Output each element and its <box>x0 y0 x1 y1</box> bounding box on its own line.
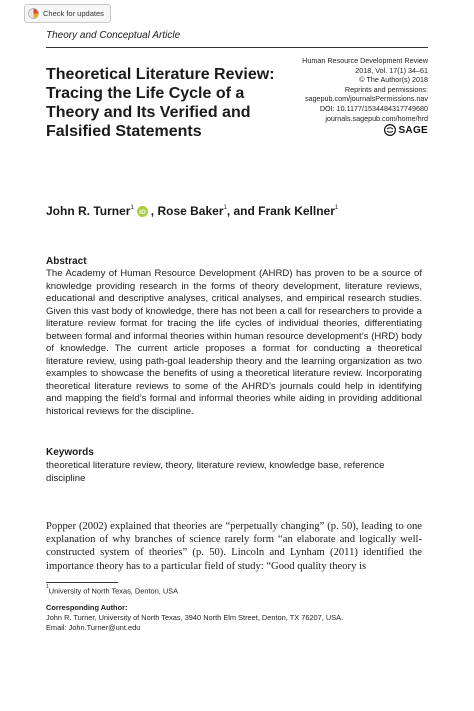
author-affil-sup: 1 <box>130 205 134 211</box>
journal-info-line: © The Author(s) 2018 <box>359 75 428 85</box>
author-name: , Rose Baker <box>150 204 224 218</box>
orcid-icon[interactable] <box>137 206 148 217</box>
sage-logo-text: SAGE <box>398 124 428 136</box>
affiliation-footnote <box>46 586 178 595</box>
author-affil-sup: 1 <box>223 205 227 211</box>
affiliation-text: University of North Texas, Denton, USA <box>48 586 179 596</box>
footnote-rule <box>46 582 118 583</box>
keywords-heading: Keywords <box>46 447 94 458</box>
corresponding-author-details <box>46 613 343 632</box>
check-for-updates-badge[interactable] <box>24 4 111 23</box>
body-paragraph: Popper (2002) explained that theories are “perpetually changing” (p. 50), leading to one explanation of why branches of science rarely form “an elaborate and logically well-constructed system of theories” (p. 50). Lincoln and Lynham (2011) identified the importance theory has to a particular field of study: “Good quality theory is <box>46 521 422 572</box>
corresponding-author-address: John R. Turner, University of North Texas, 3940 North Elm Street, Denton, TX 76207, USA. <box>46 613 344 622</box>
abstract-heading: Abstract <box>46 256 87 267</box>
paper-title: Theoretical Literature Review: Tracing the Life Cycle of a Theory and Its Verified and Falsified Statements <box>46 66 275 140</box>
sage-logo <box>384 124 428 136</box>
journal-info-line: Reprints and permissions: <box>344 84 428 94</box>
sage-logo-icon <box>384 124 396 136</box>
journal-info-link[interactable]: journals.sagepub.com/home/hrd <box>325 113 428 123</box>
check-for-updates-label: Check for updates <box>43 9 104 18</box>
header-rule <box>46 47 428 48</box>
corresponding-author-heading: Corresponding Author: <box>46 603 128 612</box>
journal-info-line: Human Resource Development Review <box>302 56 428 65</box>
svg-text:iD: iD <box>139 208 146 216</box>
journal-info-link[interactable]: sagepub.com/journalsPermissions.nav <box>304 94 428 104</box>
affiliation-sup: 1 <box>46 584 49 590</box>
article-type: Theory and Conceptual Article <box>46 30 181 41</box>
corresponding-author-email[interactable]: Email: John.Turner@unt.edu <box>46 622 141 632</box>
keywords-text: theoretical literature review, theory, literature review, knowledge base, reference discipline <box>46 460 385 484</box>
author-affil-sup: 1 <box>334 205 339 211</box>
abstract-text: The Academy of Human Resource Development (AHRD) has proven to be a source of knowledge providing research in the forms of theory development, literature reviews, educational and descriptive analyses, critical analyses, and empirical research studies. Given this vast body of knowledge, there has not been a call for researchers to provide a literature review format for tracing the life cycles of individual theories, differentiating between formal and informal theories within human resource development’s (HRD) body of knowledge. The current article proposes a format for conducting a theoretical literature review, using path-goal leadership theory and the learning organization as two examples to showcase the benefits of using a theoretical literature review. Incorporating theoretical literature reviews to some of the AHRD’s journals could help in identifying and mapping the field’s formal and informal theories while aiding in providing additional historical reviews for the discipline. <box>46 268 422 418</box>
author-list <box>46 204 338 218</box>
author-name: John R. Turner <box>46 204 131 218</box>
journal-info-doi[interactable]: DOI: 10.1177/1534484317749680 <box>319 103 428 113</box>
check-for-updates-icon <box>28 8 39 19</box>
journal-info <box>248 56 428 123</box>
author-name: , and Frank Kellner <box>226 204 335 218</box>
journal-info-line: 2018, Vol. 17(1) 34–61 <box>355 65 428 75</box>
